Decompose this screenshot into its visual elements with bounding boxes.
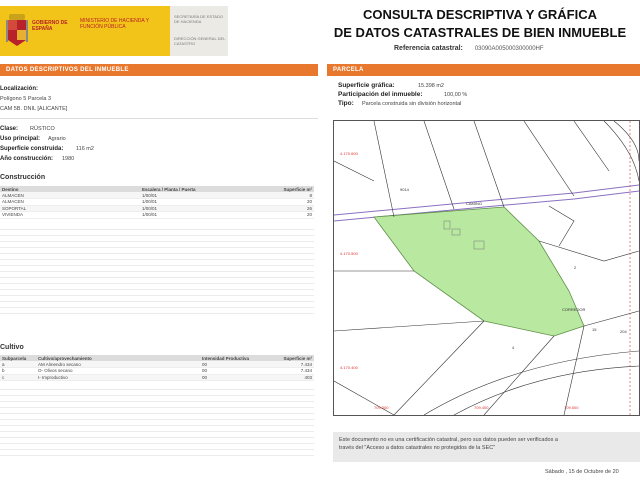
- construction-title: Construcción: [0, 174, 46, 181]
- cell-crop: I- Improductivo: [36, 374, 200, 381]
- coordinate-label: 709.500: [564, 405, 579, 410]
- descriptive-data-header: DATOS DESCRIPTIVOS DEL INMUEBLE: [0, 64, 318, 76]
- table-row: [0, 212, 314, 219]
- coordinate-label: 4.170.500: [340, 251, 358, 256]
- footer-date: Sábado , 15 de Octubre de 20: [545, 469, 619, 475]
- class-value: RÚSTICO: [30, 126, 55, 132]
- location-label: Localización:: [0, 86, 39, 92]
- cell-destination: ALMACEN: [0, 192, 140, 199]
- map-label: 4: [512, 345, 515, 350]
- cell-floor: 1/00/01: [140, 212, 240, 219]
- participation-value: 100,00 %: [444, 92, 468, 98]
- construction-table: [0, 186, 314, 219]
- cell-surface: 7.434: [264, 361, 314, 368]
- title-line-1: CONSULTA DESCRIPTIVA Y GRÁFICA: [362, 7, 597, 22]
- cell-floor: 1/00/01: [140, 192, 240, 199]
- document-title: [330, 6, 630, 42]
- col-surface: Superficie m²: [264, 355, 314, 361]
- boundary-line: [574, 121, 609, 171]
- cell-destination: ALMACEN: [0, 199, 140, 206]
- boundary-line: [484, 336, 554, 415]
- col-area: Superficie m²: [240, 186, 314, 192]
- boundary-line: [524, 121, 574, 196]
- cell-area: 20: [240, 199, 314, 206]
- boundary-line: [374, 121, 394, 217]
- cadastral-map: [333, 120, 640, 416]
- boundary-line: [474, 121, 504, 207]
- title-line-2: DE DATOS CATASTRALES DE BIEN INMUEBLE: [333, 25, 627, 40]
- directorate-name: DIRECCIÓN GENERAL DEL CATASTRO: [174, 36, 226, 46]
- parcel-map-drawing: [334, 121, 639, 415]
- boundary-line: [539, 241, 639, 261]
- boundary-line: [334, 161, 374, 181]
- map-label: 2: [574, 265, 577, 270]
- built-area-label: Superficie construida:: [0, 146, 64, 152]
- empty-rows-area: [0, 226, 314, 314]
- ministry-name: MINISTERIO DE HACIENDA Y FUNCIÓN PÚBLICA: [80, 18, 149, 30]
- col-intensity: Intensidad Productiva: [200, 355, 264, 361]
- cell-intensity: 00: [200, 374, 264, 381]
- cell-surface: 7.434: [264, 368, 314, 375]
- cell-crop: AM Almendro secano: [36, 361, 200, 368]
- built-area-value: 116 m2: [76, 146, 94, 152]
- ref-value: 03090A005000300000HF: [474, 46, 544, 52]
- cell-crop: O- Olivos secano: [36, 368, 200, 375]
- location-line-1: Polígono 5 Parcela 3: [0, 96, 52, 102]
- government-logo: [0, 6, 228, 56]
- logo-grey-block: [170, 6, 228, 56]
- graphic-area-value: 15.398 m2: [418, 83, 444, 89]
- type-value: Parcela construida sin división horizontal: [362, 101, 462, 107]
- disclaimer-line-1: Este documento no es una certificación catastral, pero sus datos pueden ser verificados a: [339, 437, 558, 443]
- logo-yellow-block: [0, 6, 170, 56]
- coordinate-label: 709.400: [474, 405, 489, 410]
- parcel-header: PARCELA: [327, 64, 640, 76]
- disclaimer-box: [333, 432, 640, 462]
- boundary-line: [394, 321, 484, 415]
- cell-subparcel: b: [0, 368, 36, 375]
- map-label: 15: [592, 327, 597, 332]
- boundary-line: [614, 121, 639, 161]
- col-destination: Destino: [0, 186, 140, 192]
- cell-destination: VIVIENDA: [0, 212, 140, 219]
- divider: [0, 118, 318, 119]
- col-subparcel: Subparcela: [0, 355, 36, 361]
- boundary-line: [334, 321, 484, 331]
- cell-area: 8: [240, 192, 314, 199]
- cell-subparcel: c: [0, 374, 36, 381]
- main-use-value: Agrario: [48, 136, 66, 142]
- coordinate-label: 709.300: [374, 405, 389, 410]
- map-label: CORREDOR: [562, 307, 586, 312]
- boundary-line: [424, 121, 454, 209]
- coat-of-arms-icon: [6, 12, 28, 48]
- map-label: 9014: [400, 187, 409, 192]
- location-line-2: CAM 5B. DNIL [ALICANTE]: [0, 106, 68, 112]
- col-crop: Cultivo/aprovechamiento: [36, 355, 200, 361]
- cell-floor: 1/00/01: [140, 199, 240, 206]
- gov-name: GOBIERNO DE ESPAÑA: [32, 20, 68, 32]
- cadastral-reference: [394, 45, 544, 52]
- build-year-label: Año construcción:: [0, 156, 54, 162]
- table-row: [0, 374, 314, 381]
- main-use-label: Uso principal:: [0, 136, 41, 142]
- graphic-area-label: Superficie gráfica:: [338, 82, 395, 89]
- cultivation-title: Cultivo: [0, 344, 24, 351]
- empty-cultivation-area: [0, 386, 314, 456]
- parcel-polygon: [374, 207, 584, 336]
- map-label: CAMINO: [466, 201, 482, 206]
- cell-intensity: 00: [200, 368, 264, 375]
- map-label: 204: [620, 329, 627, 334]
- participation-label: Participación del inmueble:: [338, 91, 423, 98]
- cell-floor: 1/00/01: [140, 205, 240, 212]
- cell-area: 26: [240, 205, 314, 212]
- class-label: Clase:: [0, 126, 19, 132]
- col-floor: Escalera / Planta / Puerta: [140, 186, 240, 192]
- disclaimer-line-2: través del "Acceso a datos catastrales no protegidos de la SEC": [339, 445, 496, 451]
- boundary-line: [604, 121, 639, 181]
- boundary-line: [564, 326, 584, 415]
- secretary-name: SECRETARÍA DE ESTADO DE HACIENDA: [174, 14, 223, 24]
- coordinate-label: 4.170.600: [340, 151, 358, 156]
- cell-surface: 403: [264, 374, 314, 381]
- cell-destination: SOPORTAL: [0, 205, 140, 212]
- boundary-line: [584, 311, 639, 326]
- cell-area: 20: [240, 212, 314, 219]
- type-label: Tipo:: [338, 100, 354, 107]
- build-year-value: 1980: [62, 156, 75, 162]
- ref-label: Referencia catastral:: [394, 45, 463, 52]
- cell-subparcel: a: [0, 361, 36, 368]
- coordinate-label: 4.170.400: [340, 365, 358, 370]
- boundary-line: [549, 206, 574, 246]
- cultivation-table: [0, 355, 314, 381]
- cell-intensity: 00: [200, 361, 264, 368]
